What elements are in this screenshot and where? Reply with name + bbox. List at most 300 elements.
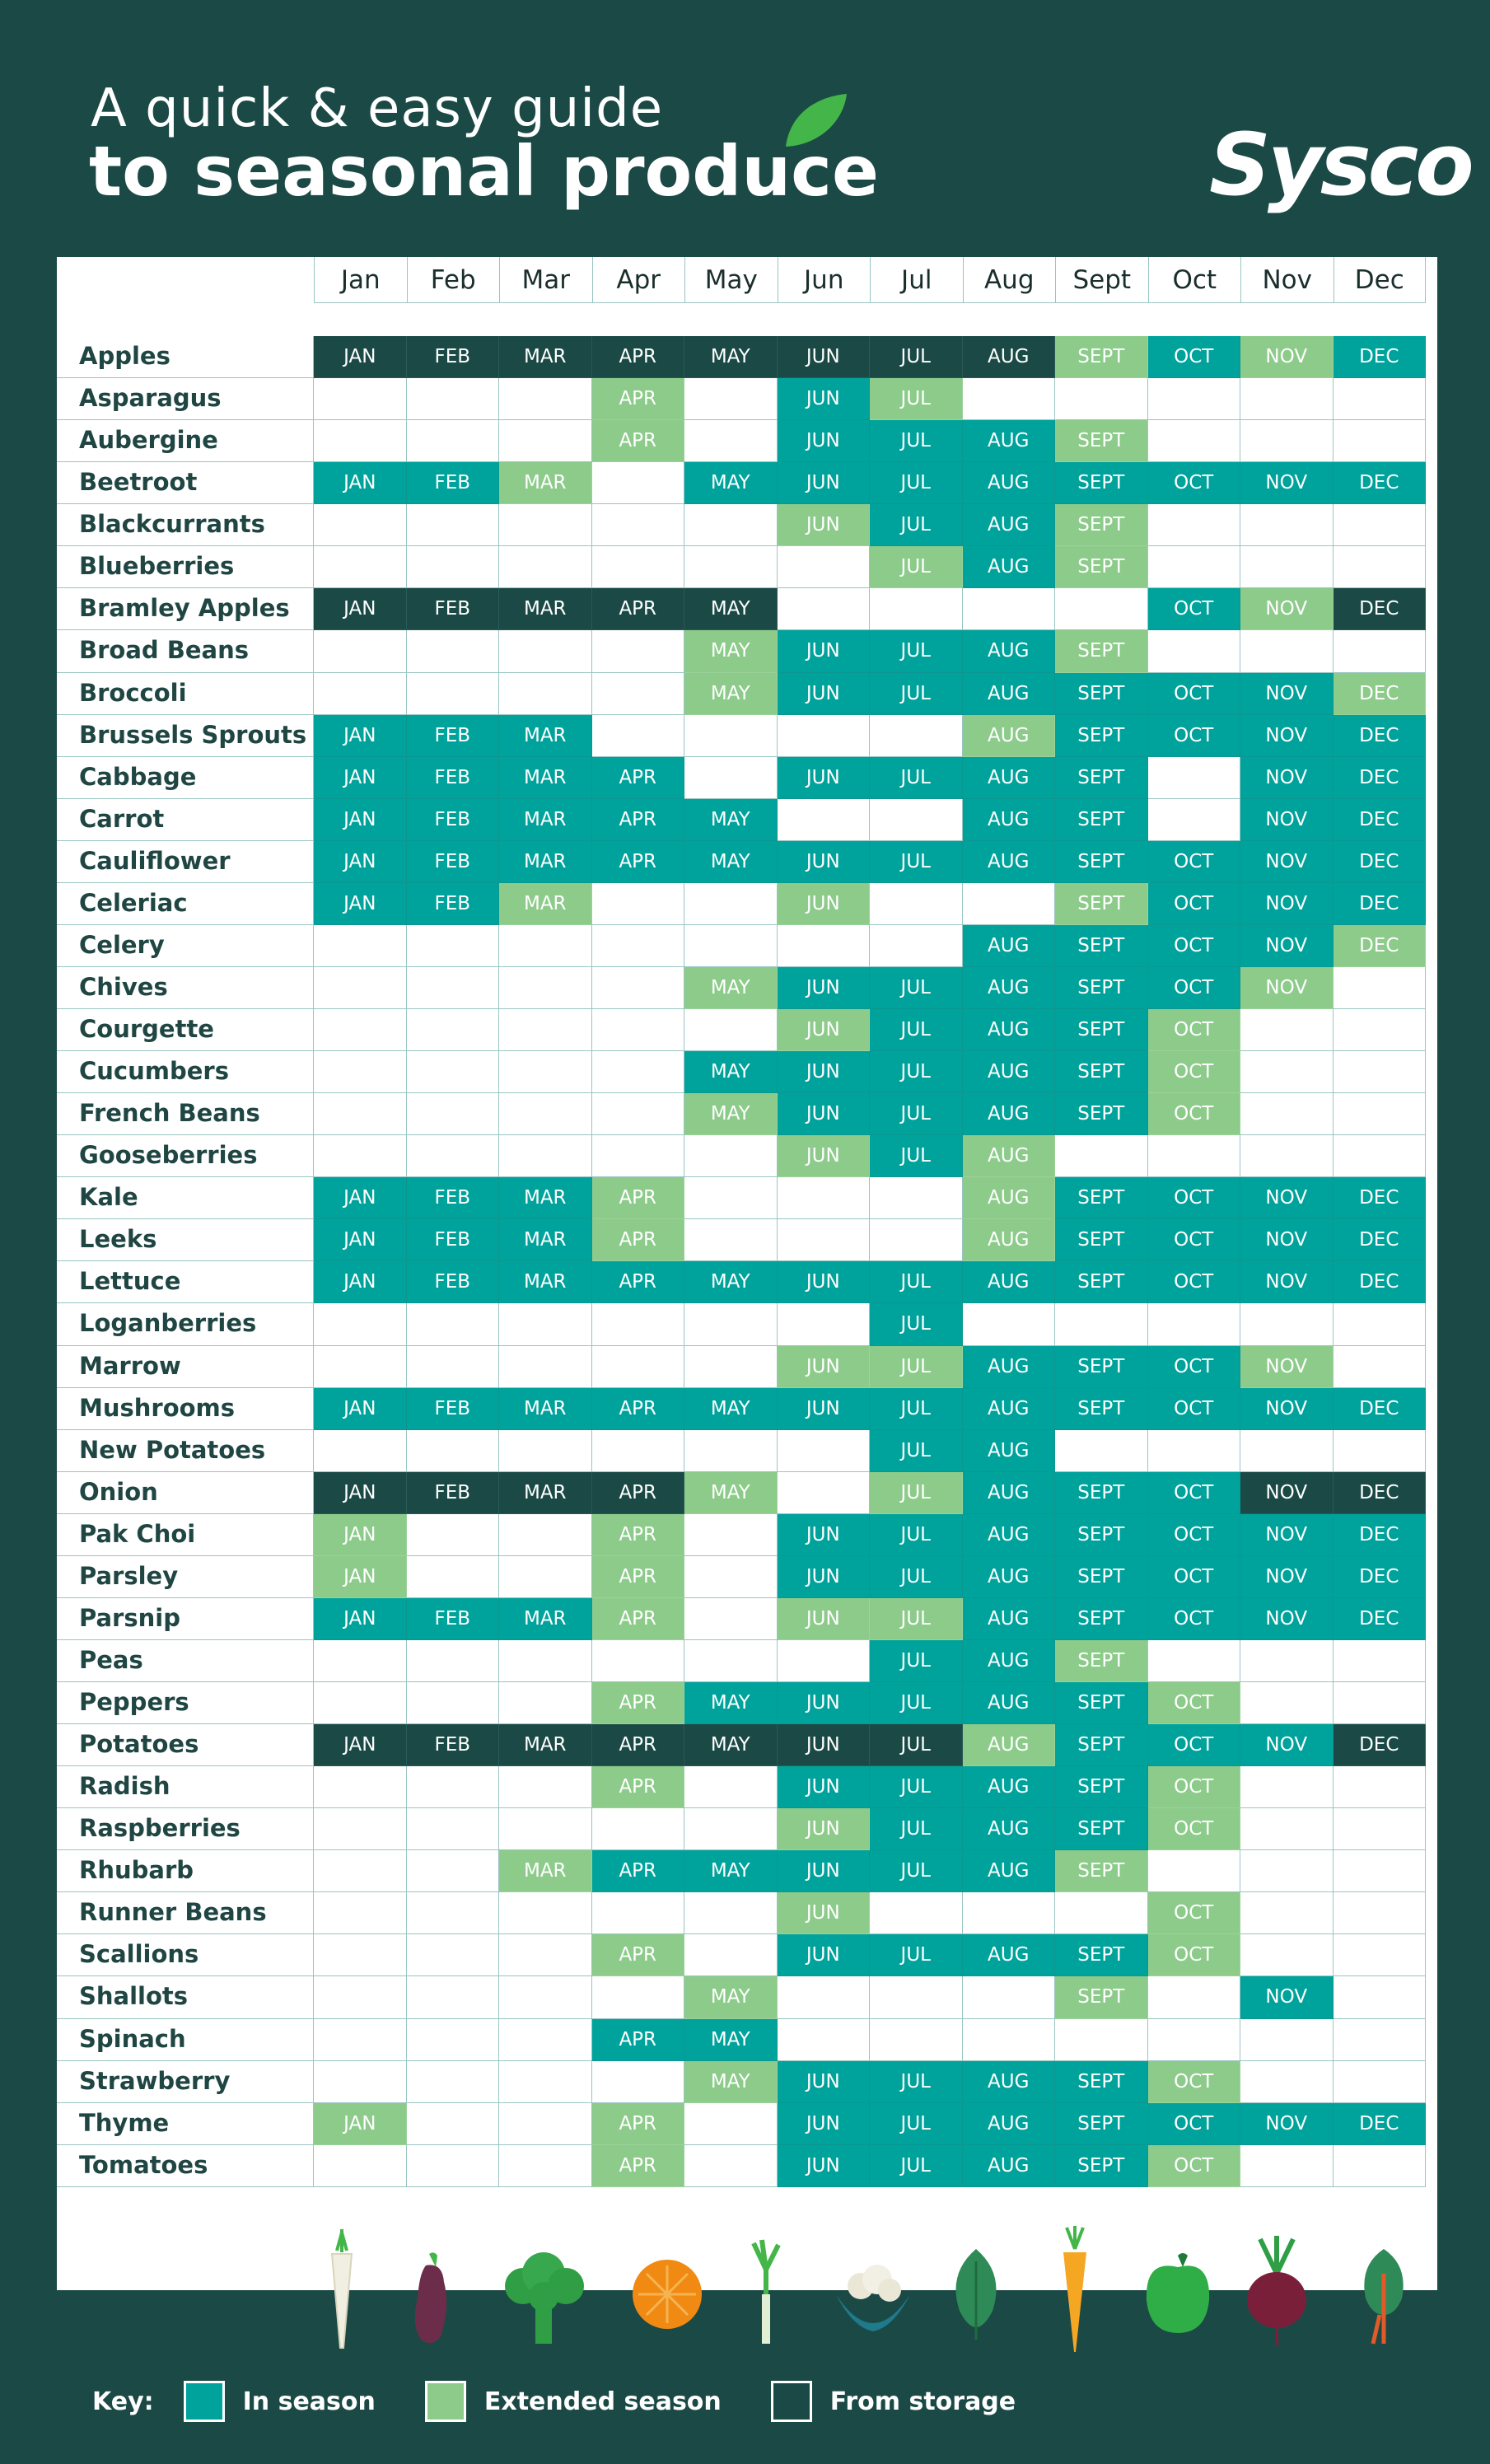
- season-cell: [592, 1808, 685, 1850]
- season-cell: [1148, 1976, 1241, 2018]
- produce-name: Spinach: [57, 2019, 314, 2061]
- season-cell: [1148, 378, 1241, 420]
- season-cell: [684, 1303, 778, 1345]
- season-cell: AUG: [963, 1430, 1056, 1472]
- season-cell: SEPT: [1055, 1472, 1148, 1514]
- season-cell: [499, 967, 592, 1009]
- season-cell: JUN: [778, 2145, 871, 2187]
- season-cell: AUG: [963, 630, 1056, 672]
- season-cell: AUG: [963, 1724, 1056, 1766]
- produce-name: New Potatoes: [57, 1430, 314, 1472]
- season-cell: [870, 1892, 963, 1934]
- title-line-1: A quick & easy guide: [91, 78, 664, 139]
- season-cell: AUG: [963, 546, 1056, 588]
- season-cell: [684, 757, 778, 799]
- season-cell: JAN: [314, 1219, 407, 1261]
- produce-name: Beetroot: [57, 462, 314, 504]
- season-cell: [499, 1892, 592, 1934]
- season-cell: OCT: [1148, 1219, 1241, 1261]
- season-cell: [1240, 1303, 1334, 1345]
- produce-name: Carrot: [57, 799, 314, 841]
- season-cell: MAR: [499, 883, 592, 925]
- season-cell: SEPT: [1055, 883, 1148, 925]
- season-cell: NOV: [1240, 673, 1334, 715]
- season-cell: MAY: [684, 336, 778, 378]
- season-cell: [1240, 1430, 1334, 1472]
- season-cell: [870, 883, 963, 925]
- season-cell: AUG: [963, 1009, 1056, 1051]
- table-row: [57, 1135, 1437, 1177]
- season-cell: JUL: [870, 2103, 963, 2145]
- season-cell: OCT: [1148, 462, 1241, 504]
- season-cell: APR: [592, 1472, 685, 1514]
- season-cell: OCT: [1148, 1177, 1241, 1219]
- season-cell: JUL: [870, 673, 963, 715]
- season-cell: SEPT: [1055, 1850, 1148, 1892]
- season-cell: JAN: [314, 2103, 407, 2145]
- produce-name: Kale: [57, 1177, 314, 1219]
- table-row: [57, 1556, 1437, 1598]
- season-cell: JUL: [870, 336, 963, 378]
- season-cell: JUN: [778, 1388, 871, 1430]
- season-cell: [407, 1093, 500, 1135]
- month-header-dec: Dec: [1334, 257, 1427, 303]
- season-cell: MAY: [684, 1724, 778, 1766]
- produce-name: Parsnip: [57, 1598, 314, 1640]
- season-cell: JUL: [870, 757, 963, 799]
- season-cell: JUL: [870, 1556, 963, 1598]
- season-cell: SEPT: [1055, 1177, 1148, 1219]
- season-cell: JUL: [870, 1640, 963, 1682]
- spinach-icon: [947, 2245, 1005, 2344]
- season-cell: [1334, 1640, 1427, 1682]
- month-header: [314, 257, 1426, 303]
- season-cell: MAY: [684, 1472, 778, 1514]
- season-cell: SEPT: [1055, 841, 1148, 883]
- season-cell: [1334, 420, 1427, 462]
- season-cell: [778, 1219, 871, 1261]
- produce-name: Lettuce: [57, 1261, 314, 1303]
- legend-swatch-extended-season: [425, 2381, 466, 2422]
- season-cell: [1334, 1135, 1427, 1177]
- produce-name: Cucumbers: [57, 1051, 314, 1093]
- season-cell: JUN: [778, 967, 871, 1009]
- pepper-icon: [1141, 2249, 1215, 2340]
- season-cell: FEB: [407, 841, 500, 883]
- season-cell: JUL: [870, 420, 963, 462]
- season-cell: [1240, 630, 1334, 672]
- table-row: [57, 1724, 1437, 1766]
- season-cell: [1240, 1850, 1334, 1892]
- season-cell: SEPT: [1055, 1724, 1148, 1766]
- season-cell: [407, 2103, 500, 2145]
- season-cell: AUG: [963, 799, 1056, 841]
- produce-name: Blueberries: [57, 546, 314, 588]
- season-cell: DEC: [1334, 1514, 1427, 1556]
- season-cell: [778, 1640, 871, 1682]
- season-cell: [963, 1976, 1056, 2018]
- month-header-aug: Aug: [963, 257, 1056, 303]
- season-cell: AUG: [963, 1514, 1056, 1556]
- season-cell: SEPT: [1055, 925, 1148, 967]
- season-cell: NOV: [1240, 1388, 1334, 1430]
- legend-swatch-from-storage: [771, 2381, 812, 2422]
- season-cell: [314, 1009, 407, 1051]
- season-cell: [963, 1892, 1056, 1934]
- season-cell: JUN: [778, 1135, 871, 1177]
- season-cell: [684, 1009, 778, 1051]
- season-cell: [1148, 799, 1241, 841]
- season-cell: [684, 1766, 778, 1808]
- season-cell: JUN: [778, 2103, 871, 2145]
- season-cell: MAY: [684, 588, 778, 630]
- produce-name: Strawberry: [57, 2061, 314, 2103]
- table-row: [57, 1430, 1437, 1472]
- table-row: [57, 504, 1437, 546]
- season-cell: [592, 1346, 685, 1388]
- season-cell: SEPT: [1055, 1051, 1148, 1093]
- season-cell: [778, 1303, 871, 1345]
- season-cell: [592, 883, 685, 925]
- season-cell: [1334, 2145, 1427, 2187]
- season-cell: SEPT: [1055, 1976, 1148, 2018]
- season-cell: SEPT: [1055, 967, 1148, 1009]
- season-cell: [407, 2061, 500, 2103]
- season-cell: [1240, 2145, 1334, 2187]
- season-cell: MAR: [499, 1219, 592, 1261]
- season-cell: [407, 420, 500, 462]
- season-cell: [778, 2019, 871, 2061]
- season-cell: [1240, 1808, 1334, 1850]
- beetroot-icon: [1240, 2233, 1314, 2348]
- season-cell: AUG: [963, 336, 1056, 378]
- season-cell: [499, 1346, 592, 1388]
- season-cell: [314, 630, 407, 672]
- season-cell: AUG: [963, 1472, 1056, 1514]
- season-cell: DEC: [1334, 1388, 1427, 1430]
- season-cell: [870, 925, 963, 967]
- produce-name: Bramley Apples: [57, 588, 314, 630]
- table-row: [57, 1093, 1437, 1135]
- table-row: [57, 925, 1437, 967]
- table-row: [57, 1766, 1437, 1808]
- table-row: [57, 967, 1437, 1009]
- produce-name: Celeriac: [57, 883, 314, 925]
- season-cell: [778, 1430, 871, 1472]
- season-cell: OCT: [1148, 1556, 1241, 1598]
- season-cell: [1334, 546, 1427, 588]
- season-cell: SEPT: [1055, 1682, 1148, 1724]
- season-cell: JUL: [870, 1472, 963, 1514]
- table-row: [57, 1009, 1437, 1051]
- season-cell: JUN: [778, 1598, 871, 1640]
- season-cell: [963, 2019, 1056, 2061]
- season-cell: FEB: [407, 1261, 500, 1303]
- month-header-oct: Oct: [1148, 257, 1241, 303]
- season-cell: [1055, 378, 1148, 420]
- season-cell: JAN: [314, 588, 407, 630]
- season-cell: JUL: [870, 378, 963, 420]
- season-cell: MAR: [499, 1472, 592, 1514]
- season-cell: [407, 1808, 500, 1850]
- season-cell: [407, 1682, 500, 1724]
- season-cell: [592, 1976, 685, 2018]
- season-cell: JUL: [870, 1430, 963, 1472]
- season-cell: [1334, 504, 1427, 546]
- season-cell: [1240, 1682, 1334, 1724]
- table-row: [57, 2103, 1437, 2145]
- season-cell: [1334, 1303, 1427, 1345]
- season-cell: AUG: [963, 1346, 1056, 1388]
- season-cell: JAN: [314, 1472, 407, 1514]
- season-cell: [407, 504, 500, 546]
- table-row: [57, 1850, 1437, 1892]
- season-cell: [1148, 420, 1241, 462]
- season-cell: MAY: [684, 841, 778, 883]
- table-row: [57, 2061, 1437, 2103]
- produce-name: Apples: [57, 336, 314, 378]
- season-cell: DEC: [1334, 673, 1427, 715]
- season-cell: [407, 378, 500, 420]
- produce-name: Parsley: [57, 1556, 314, 1598]
- season-cell: AUG: [963, 1766, 1056, 1808]
- season-cell: [499, 2145, 592, 2187]
- produce-rows: [57, 336, 1437, 2187]
- season-cell: NOV: [1240, 462, 1334, 504]
- season-cell: AUG: [963, 1093, 1056, 1135]
- season-cell: SEPT: [1055, 1346, 1148, 1388]
- season-cell: [684, 1346, 778, 1388]
- season-cell: NOV: [1240, 1219, 1334, 1261]
- season-cell: [684, 1219, 778, 1261]
- season-cell: [684, 1430, 778, 1472]
- season-cell: JUN: [778, 1009, 871, 1051]
- season-cell: OCT: [1148, 2145, 1241, 2187]
- season-cell: [314, 1346, 407, 1388]
- table-row: [57, 715, 1437, 757]
- season-cell: FEB: [407, 1472, 500, 1514]
- season-cell: [407, 673, 500, 715]
- season-cell: SEPT: [1055, 462, 1148, 504]
- season-cell: FEB: [407, 715, 500, 757]
- season-cell: DEC: [1334, 715, 1427, 757]
- month-header-feb: Feb: [407, 257, 500, 303]
- season-cell: [499, 1976, 592, 2018]
- season-cell: SEPT: [1055, 336, 1148, 378]
- legend-label: From storage: [829, 2387, 1016, 2416]
- season-cell: OCT: [1148, 1261, 1241, 1303]
- season-cell: [592, 1093, 685, 1135]
- season-cell: SEPT: [1055, 1219, 1148, 1261]
- season-cell: [499, 1051, 592, 1093]
- season-cell: APR: [592, 799, 685, 841]
- season-cell: OCT: [1148, 841, 1241, 883]
- season-cell: OCT: [1148, 673, 1241, 715]
- season-cell: [1334, 1346, 1427, 1388]
- season-cell: [407, 1303, 500, 1345]
- season-cell: JUL: [870, 1135, 963, 1177]
- season-cell: [407, 1766, 500, 1808]
- season-cell: OCT: [1148, 925, 1241, 967]
- season-cell: [1334, 1051, 1427, 1093]
- season-cell: JAN: [314, 799, 407, 841]
- season-cell: [1148, 1135, 1241, 1177]
- season-cell: MAY: [684, 630, 778, 672]
- season-cell: SEPT: [1055, 420, 1148, 462]
- season-cell: JAN: [314, 757, 407, 799]
- season-cell: OCT: [1148, 715, 1241, 757]
- season-cell: NOV: [1240, 883, 1334, 925]
- season-cell: [1148, 1303, 1241, 1345]
- season-cell: OCT: [1148, 1388, 1241, 1430]
- produce-name: Peppers: [57, 1682, 314, 1724]
- season-cell: SEPT: [1055, 1766, 1148, 1808]
- season-cell: NOV: [1240, 967, 1334, 1009]
- produce-name: Aubergine: [57, 420, 314, 462]
- season-cell: [499, 1556, 592, 1598]
- table-row: [57, 1472, 1437, 1514]
- season-cell: [314, 1135, 407, 1177]
- season-cell: FEB: [407, 462, 500, 504]
- season-cell: [1240, 420, 1334, 462]
- season-cell: FEB: [407, 336, 500, 378]
- season-cell: [314, 925, 407, 967]
- produce-name: Potatoes: [57, 1724, 314, 1766]
- season-cell: MAY: [684, 1051, 778, 1093]
- season-cell: [499, 925, 592, 967]
- season-cell: [499, 1430, 592, 1472]
- season-cell: [407, 2019, 500, 2061]
- season-cell: AUG: [963, 462, 1056, 504]
- season-cell: [1334, 378, 1427, 420]
- season-cell: AUG: [963, 757, 1056, 799]
- season-cell: APR: [592, 2019, 685, 2061]
- season-cell: [1334, 1009, 1427, 1051]
- season-cell: SEPT: [1055, 757, 1148, 799]
- season-cell: [407, 1850, 500, 1892]
- season-cell: [1240, 1009, 1334, 1051]
- season-cell: AUG: [963, 1135, 1056, 1177]
- season-cell: [314, 1766, 407, 1808]
- season-cell: NOV: [1240, 1976, 1334, 2018]
- season-cell: [407, 546, 500, 588]
- produce-name: Celery: [57, 925, 314, 967]
- season-cell: JUL: [870, 1514, 963, 1556]
- season-cell: [684, 883, 778, 925]
- season-cell: [314, 1640, 407, 1682]
- season-cell: [870, 1976, 963, 2018]
- season-cell: [684, 546, 778, 588]
- season-cell: FEB: [407, 588, 500, 630]
- season-cell: JUL: [870, 1766, 963, 1808]
- season-cell: [592, 925, 685, 967]
- season-cell: APR: [592, 1934, 685, 1976]
- produce-name: Broccoli: [57, 673, 314, 715]
- legend: [92, 2377, 1065, 2426]
- season-cell: SEPT: [1055, 715, 1148, 757]
- produce-name: Cauliflower: [57, 841, 314, 883]
- season-cell: FEB: [407, 757, 500, 799]
- table-row: [57, 1261, 1437, 1303]
- season-cell: JUN: [778, 1766, 871, 1808]
- table-row: [57, 462, 1437, 504]
- season-cell: [870, 588, 963, 630]
- season-cell: NOV: [1240, 1556, 1334, 1598]
- season-cell: [778, 799, 871, 841]
- season-cell: JAN: [314, 1724, 407, 1766]
- season-cell: [407, 925, 500, 967]
- season-cell: [684, 504, 778, 546]
- season-cell: SEPT: [1055, 1514, 1148, 1556]
- season-cell: [314, 420, 407, 462]
- season-cell: JAN: [314, 883, 407, 925]
- season-cell: [499, 1934, 592, 1976]
- month-header-jul: Jul: [870, 257, 963, 303]
- season-cell: JUL: [870, 546, 963, 588]
- season-cell: [407, 1051, 500, 1093]
- season-cell: [1055, 1430, 1148, 1472]
- table-row: [57, 1303, 1437, 1345]
- season-cell: [1148, 546, 1241, 588]
- table-row: [57, 2019, 1437, 2061]
- season-cell: [778, 1177, 871, 1219]
- season-cell: DEC: [1334, 1177, 1427, 1219]
- season-cell: [1334, 1093, 1427, 1135]
- season-cell: JUL: [870, 1388, 963, 1430]
- season-cell: [592, 2061, 685, 2103]
- season-cell: [684, 1598, 778, 1640]
- produce-name: Loganberries: [57, 1303, 314, 1345]
- legend-item-in-season: [184, 2381, 376, 2422]
- season-cell: SEPT: [1055, 2145, 1148, 2187]
- season-cell: [314, 1892, 407, 1934]
- season-cell: [1334, 2061, 1427, 2103]
- season-cell: AUG: [963, 2145, 1056, 2187]
- season-cell: AUG: [963, 1598, 1056, 1640]
- season-cell: JUN: [778, 504, 871, 546]
- season-cell: JUL: [870, 504, 963, 546]
- season-cell: [499, 2103, 592, 2145]
- season-cell: [592, 1135, 685, 1177]
- carrot-icon: [1050, 2224, 1100, 2356]
- season-cell: AUG: [963, 715, 1056, 757]
- season-cell: [314, 1093, 407, 1135]
- produce-name: Tomatoes: [57, 2145, 314, 2187]
- season-cell: [684, 378, 778, 420]
- season-cell: JUL: [870, 1724, 963, 1766]
- season-cell: [407, 1430, 500, 1472]
- season-cell: JAN: [314, 462, 407, 504]
- season-cell: [314, 1808, 407, 1850]
- season-cell: [499, 2061, 592, 2103]
- season-cell: [963, 1303, 1056, 1345]
- table-row: [57, 1682, 1437, 1724]
- season-cell: AUG: [963, 1388, 1056, 1430]
- season-cell: [314, 1051, 407, 1093]
- season-cell: [592, 673, 685, 715]
- season-cell: [1334, 1850, 1427, 1892]
- season-cell: JUN: [778, 1261, 871, 1303]
- season-cell: [778, 715, 871, 757]
- season-cell: [1240, 1934, 1334, 1976]
- season-cell: SEPT: [1055, 1261, 1148, 1303]
- season-cell: [314, 1430, 407, 1472]
- table-row: [57, 1514, 1437, 1556]
- season-cell: [314, 967, 407, 1009]
- season-cell: [499, 420, 592, 462]
- season-cell: FEB: [407, 1724, 500, 1766]
- produce-name: Cabbage: [57, 757, 314, 799]
